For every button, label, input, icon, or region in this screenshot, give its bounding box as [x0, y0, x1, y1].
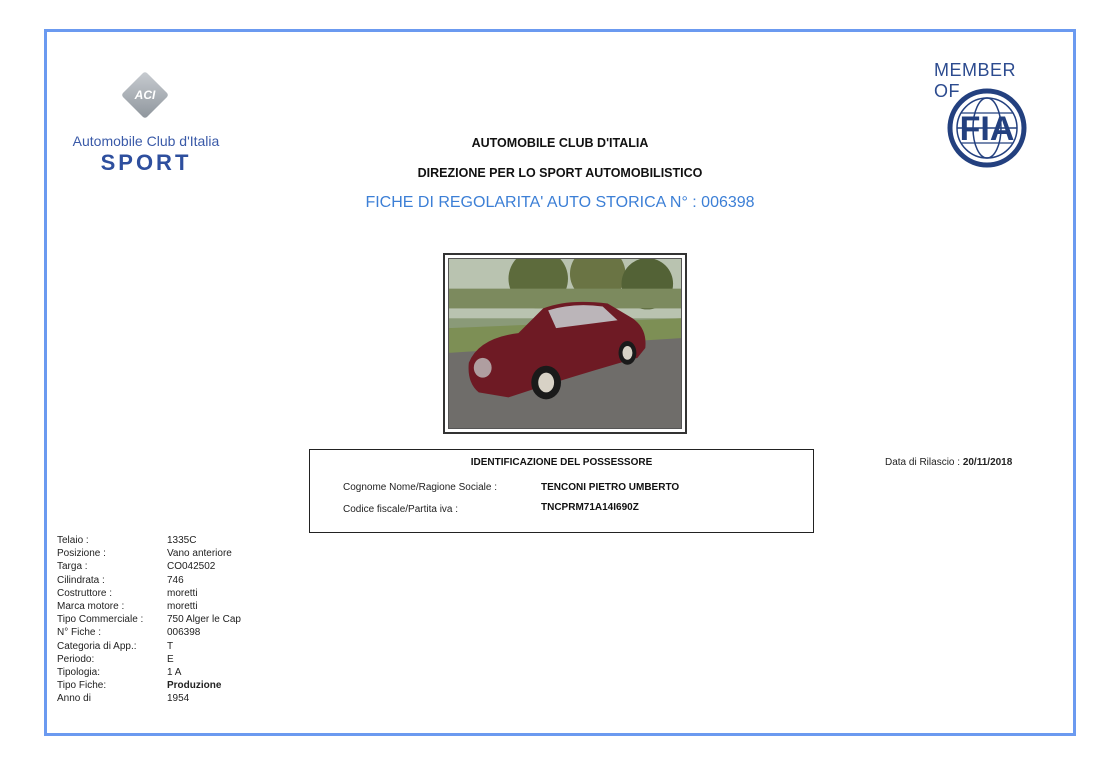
spec-value: moretti [167, 587, 198, 599]
spec-row [57, 587, 241, 600]
spec-label: Anno di [57, 693, 91, 705]
fia-logo-mark: FIA [959, 110, 1015, 148]
spec-value: 006398 [167, 627, 201, 639]
spec-row [57, 574, 241, 587]
spec-row [57, 534, 241, 547]
spec-value: E [167, 653, 174, 665]
spec-label: Targa : [57, 561, 88, 573]
spec-label: Cilindrata : [57, 574, 105, 586]
spec-label: Tipo Fiche: [57, 680, 107, 692]
spec-label: Telaio : [57, 535, 89, 546]
spec-row [57, 692, 241, 705]
spec-value: Produzione [167, 680, 222, 692]
spec-label: Costruttore : [57, 587, 113, 599]
car-photo-frame [443, 253, 687, 434]
spec-row [57, 626, 241, 639]
spec-value: Vano anteriore [167, 548, 232, 560]
spec-row [57, 613, 241, 626]
vehicle-specs-list [57, 534, 241, 705]
spec-label: Marca motore : [57, 600, 125, 612]
tax-code-value: TNCPRM71A14I690Z [541, 502, 639, 513]
spec-value: T [167, 640, 174, 652]
aci-logo-sport: SPORT [100, 150, 192, 175]
spec-label: Tipologia: [57, 666, 100, 678]
aci-logo-name: Automobile Club d'Italia [72, 133, 220, 149]
spec-label: Categoria di App.: [57, 640, 137, 652]
spec-row [57, 547, 241, 560]
spec-value: 1 A [167, 666, 182, 678]
spec-label: Periodo: [57, 653, 95, 665]
aci-sport-logo [66, 76, 226, 176]
spec-row [57, 653, 241, 666]
spec-value: CO042502 [167, 561, 216, 573]
fia-globe-icon [932, 88, 1042, 168]
owner-identification-box [309, 449, 814, 533]
aci-logo-mark: ACI [134, 88, 156, 102]
owner-name-value: TENCONI PIETRO UMBERTO [541, 482, 680, 493]
spec-value: 750 Alger le Cap [167, 614, 241, 626]
spec-value: 1954 [167, 693, 190, 705]
fiche-title: FICHE DI REGOLARITA' AUTO STORICA N° : 006398 [365, 194, 755, 211]
spec-value: moretti [167, 600, 198, 612]
spec-row [57, 666, 241, 679]
issue-date [885, 457, 1012, 468]
spec-row [57, 640, 241, 653]
spec-label: Posizione : [57, 548, 106, 560]
issue-date-label: Data di Rilascio : [885, 457, 961, 468]
org-title: AUTOMOBILE CLUB D'ITALIA [471, 136, 649, 150]
owner-name-label: Cognome Nome/Ragione Sociale : [343, 482, 497, 493]
issue-date-value: 20/11/2018 [962, 457, 1013, 468]
car-photo [449, 259, 681, 428]
spec-row [57, 560, 241, 573]
owner-box-title: IDENTIFICAZIONE DEL POSSESSORE [470, 457, 653, 468]
department-title: DIREZIONE PER LO SPORT AUTOMOBILISTICO [417, 166, 703, 180]
spec-row [57, 600, 241, 613]
spec-value: 746 [167, 574, 184, 586]
spec-value: 1335C [167, 535, 197, 546]
fia-member-text: MEMBER OF [934, 60, 1017, 101]
spec-row [57, 679, 241, 692]
spec-label: Tipo Commerciale : [57, 614, 144, 626]
tax-code-label: Codice fiscale/Partita iva : [343, 504, 459, 515]
spec-label: N° Fiche : [57, 627, 102, 639]
